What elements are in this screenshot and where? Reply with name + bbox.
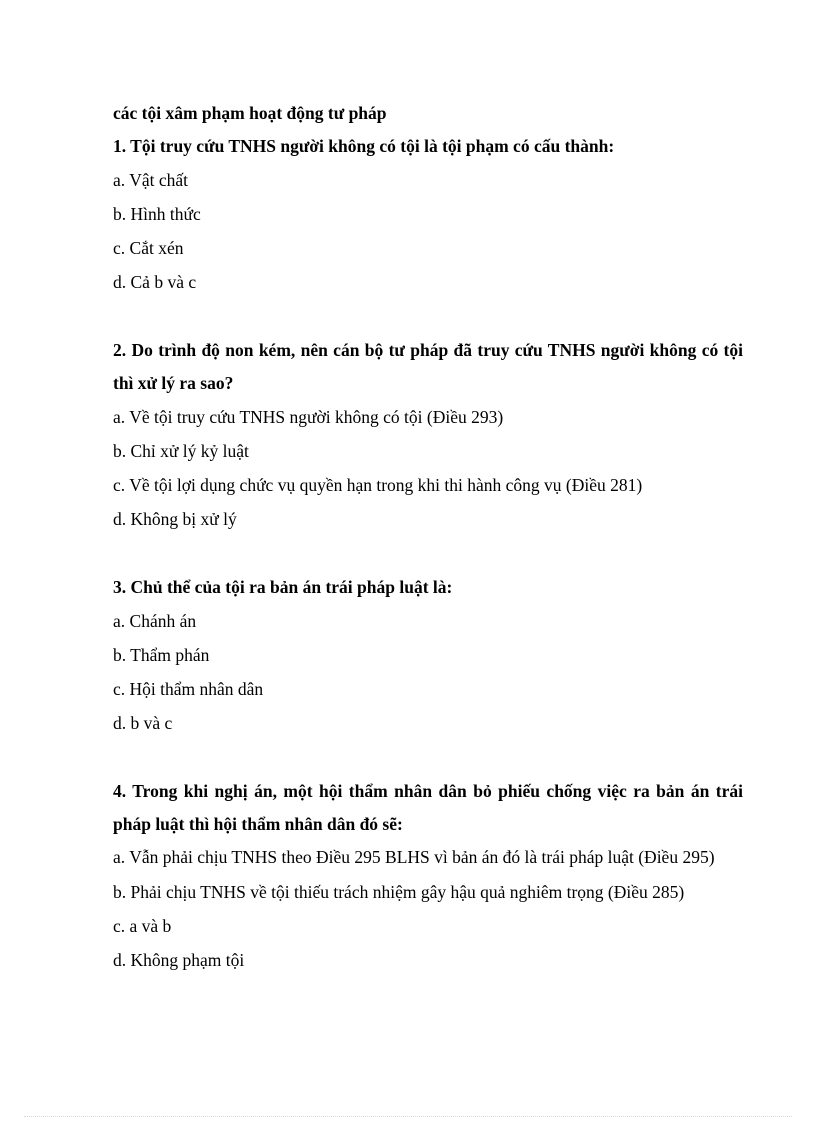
question-1-option-c: c. Cắt xén xyxy=(113,238,184,258)
question-3-option-c: c. Hội thẩm nhân dân xyxy=(113,679,264,699)
question-4-text: 4. Trong khi nghị án, một hội thẩm nhân dân bỏ phiếu chống việc ra bản án trái pháp luật thì hội thẩm nhân dân đó sẽ: xyxy=(113,781,743,834)
question-block-3 xyxy=(113,571,743,740)
question-2-option-a: a. Về tội truy cứu TNHS người không có tội (Điều 293) xyxy=(113,407,504,427)
question-4-option-b: b. Phải chịu TNHS về tội thiếu trách nhiệm gây hậu quả nghiêm trọng (Điều 285) xyxy=(113,882,685,902)
question-3-text: 3. Chủ thể của tội ra bản án trái pháp luật là: xyxy=(113,577,453,597)
question-1-option-d: d. Cả b và c xyxy=(113,272,197,292)
question-4-option-a: a. Vẫn phải chịu TNHS theo Điều 295 BLHS vì bản án đó là trái pháp luật (Điều 295) xyxy=(113,847,715,867)
document-page xyxy=(113,96,743,977)
question-2-option-c: c. Về tội lợi dụng chức vụ quyền hạn trong khi thi hành công vụ (Điều 281) xyxy=(113,475,643,495)
question-block-4 xyxy=(113,775,743,977)
question-block-1 xyxy=(113,130,743,299)
page-bottom-divider xyxy=(24,1116,792,1117)
question-2-option-b: b. Chỉ xử lý kỷ luật xyxy=(113,441,249,461)
question-3-option-d: d. b và c xyxy=(113,713,173,733)
question-3-option-a: a. Chánh án xyxy=(113,611,197,631)
section-title: các tội xâm phạm hoạt động tư pháp xyxy=(113,103,387,123)
question-4-option-c: c. a và b xyxy=(113,916,172,936)
question-1-text: 1. Tội truy cứu TNHS người không có tội là tội phạm có cấu thành: xyxy=(113,136,615,156)
question-4-option-d: d. Không phạm tội xyxy=(113,950,245,970)
question-2-option-d: d. Không bị xử lý xyxy=(113,509,237,529)
question-1-option-a: a. Vật chất xyxy=(113,170,188,190)
question-1-option-b: b. Hình thức xyxy=(113,204,201,224)
question-3-option-b: b. Thẩm phán xyxy=(113,645,210,665)
question-block-2 xyxy=(113,334,743,536)
question-2-text: 2. Do trình độ non kém, nên cán bộ tư pháp đã truy cứu TNHS người không có tội thì xử lý ra sao? xyxy=(113,340,743,393)
